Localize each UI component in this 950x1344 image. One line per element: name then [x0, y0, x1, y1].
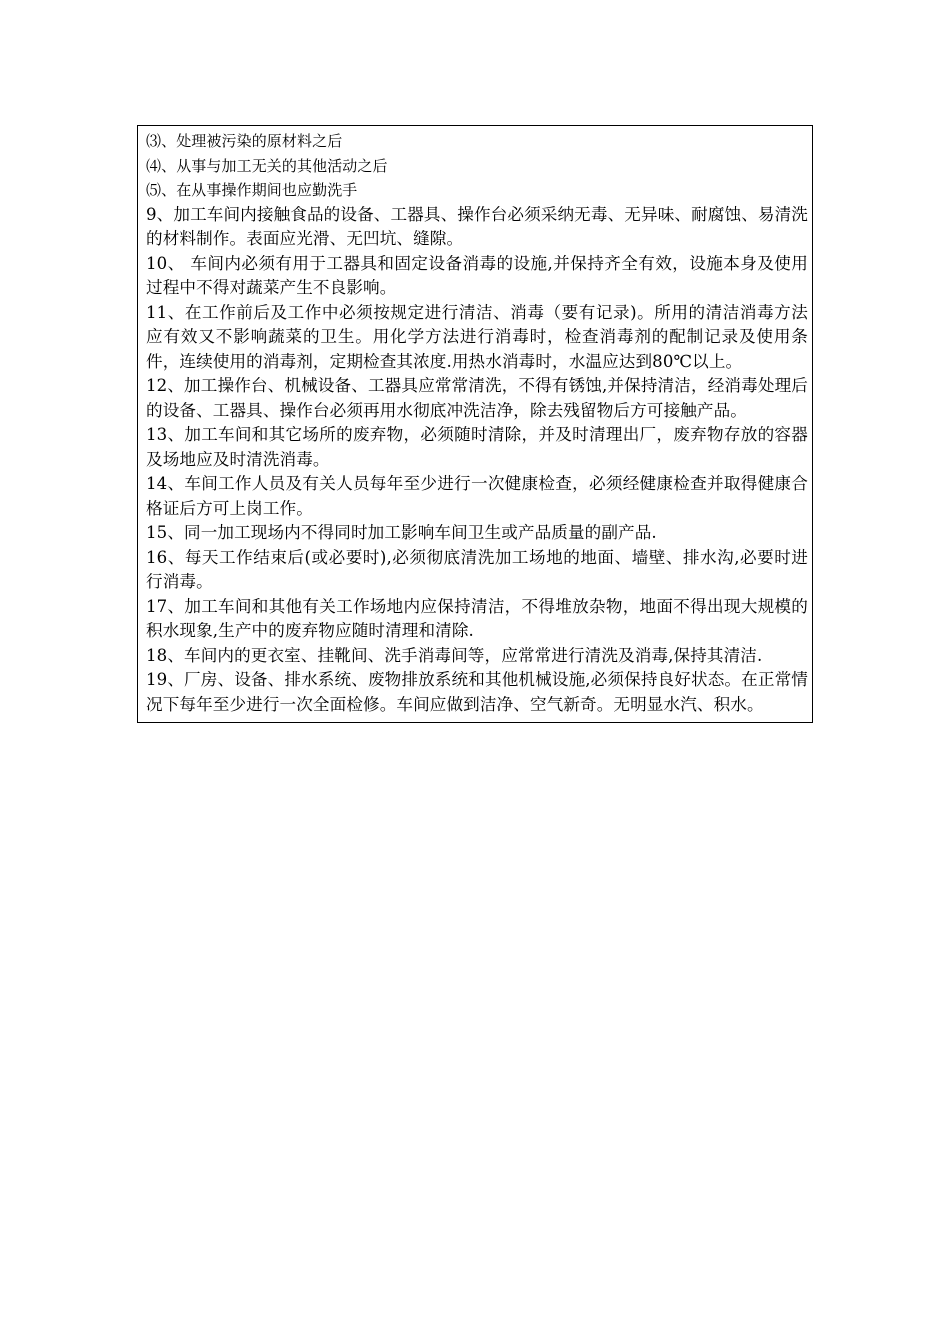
document-content-box — [137, 125, 813, 723]
paragraph-rule-10: 10、 车间内必须有用于工器具和固定设备消毒的设施,并保持齐全有效，设施本身及使用过程中不得对蔬菜产生不良影响。 — [146, 253, 808, 297]
paragraph-rule-13: 13、加工车间和其它场所的废弃物，必须随时清除，并及时清理出厂，废弃物存放的容器及场地应及时清洗消毒。 — [146, 425, 808, 469]
paragraph-rule-14: 14、车间工作人员及有关人员每年至少进行一次健康检查，必须经健康检查并取得健康合格证后方可上岗工作。 — [146, 474, 808, 518]
paragraph-rule-18: 18、车间内的更衣室、挂靴间、洗手消毒间等，应常常进行清洗及消毒,保持其清洁. — [146, 645, 763, 665]
paragraph-item-4: ⑷、从事与加工无关的其他活动之后 — [146, 156, 388, 175]
paragraph-rule-19: 19、厂房、设备、排水系统、废物排放系统和其他机械设施,必须保持良好状态。在正常情况下每年至少进行一次全面检修。车间应做到洁净、空气新奇。无明显水汽、积水。 — [146, 670, 808, 714]
paragraph-rule-16: 16、每天工作结束后(或必要时),必须彻底清洗加工场地的地面、墙壁、排水沟,必要时进行消毒。 — [146, 547, 808, 591]
paragraph-rule-15: 15、同一加工现场内不得同时加工影响车间卫生或产品质量的副产品. — [146, 523, 657, 542]
paragraph-rule-11: 11、在工作前后及工作中必须按规定进行清洁、消毒（要有记录)。所用的清洁消毒方法应有效又不影响蔬菜的卫生。用化学方法进行消毒时，检查消毒剂的配制记录及使用条件，连续使用的消毒剂，定期检查其浓度.用热水消毒时，水温应达到80℃以上。 — [146, 302, 808, 371]
paragraph-item-5: ⑸、在从事操作期间也应勤洗手 — [146, 181, 358, 199]
paragraph-item-3: ⑶、处理被污染的原材料之后 — [146, 132, 343, 150]
paragraph-rule-17: 17、加工车间和其他有关工作场地内应保持清洁，不得堆放杂物，地面不得出现大规模的积水现象,生产中的废弃物应随时清理和清除. — [146, 596, 808, 640]
paragraph-rule-12: 12、加工操作台、机械设备、工器具应常常清洗，不得有锈蚀,并保持清洁，经消毒处理后的设备、工器具、操作台必须再用水彻底冲洗洁净，除去残留物后方可接触产品。 — [146, 376, 808, 420]
paragraph-rule-9: 9、加工车间内接触食品的设备、工器具、操作台必须采纳无毒、无异味、耐腐蚀、易清洗的材料制作。表面应光滑、无凹坑、缝隙。 — [146, 204, 808, 248]
